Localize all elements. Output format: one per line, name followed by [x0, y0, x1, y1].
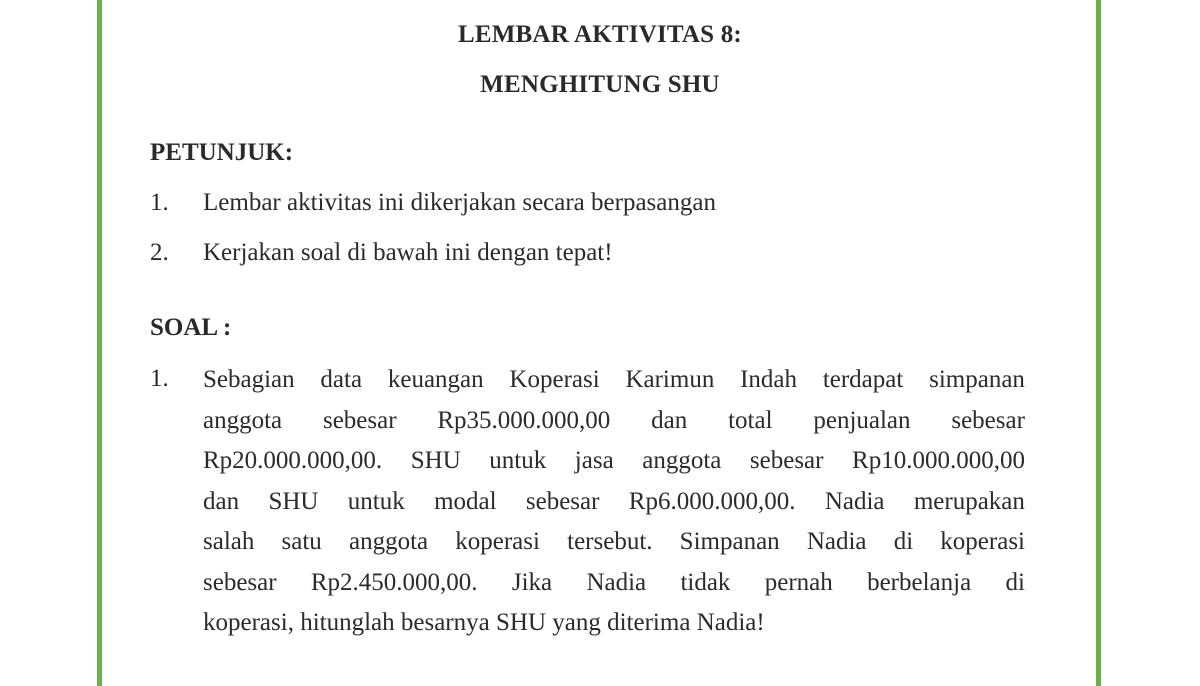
question-word: terdapat: [822, 366, 904, 393]
question-word: pernah: [764, 568, 833, 596]
question-line: [203, 365, 1025, 406]
question-word: total: [728, 406, 773, 434]
page-title: LEMBAR AKTIVITAS 8:: [458, 21, 742, 48]
question-word: sebesar: [525, 487, 600, 515]
question-word: di: [893, 528, 914, 555]
page-subtitle: MENGHITUNG SHU: [480, 71, 720, 98]
question-word: Jika: [511, 568, 553, 596]
question-word: penjualan: [813, 406, 911, 434]
question-word: tidak: [680, 568, 731, 596]
question-word: Nadia: [806, 528, 867, 555]
question-word: Rp2.450.000,00.: [310, 568, 478, 596]
question-word: jasa: [574, 447, 614, 474]
question-line: [203, 406, 1025, 447]
question-word: koperasi: [455, 528, 540, 555]
question-word: anggota: [642, 447, 722, 474]
question-word: untuk: [489, 447, 547, 474]
question-word: Koperasi: [509, 366, 600, 393]
question-word: dan: [203, 487, 240, 515]
question-word: modal: [434, 487, 497, 515]
question-word: SHU: [495, 609, 546, 636]
question-word: tersebut.: [567, 528, 653, 555]
question-word: berbelanja: [867, 568, 972, 596]
question-word: dan: [651, 406, 688, 434]
question-line: [203, 487, 1025, 528]
question-word: Nadia!: [696, 609, 765, 636]
question-word: sebesar: [203, 568, 277, 596]
question-word: di: [1005, 568, 1025, 596]
question-word: simpanan: [929, 366, 1025, 393]
question-line: [203, 608, 1025, 649]
question-word: keuangan: [387, 366, 484, 393]
question-word: sebesar: [749, 447, 824, 474]
question-word: SHU: [410, 447, 461, 474]
question-word: salah: [203, 528, 255, 555]
question-word: anggota: [348, 528, 429, 555]
question-line: [203, 446, 1025, 487]
question-word: diterima: [607, 609, 691, 636]
question-word: Nadia: [586, 568, 647, 596]
question-word: koperasi,: [203, 609, 294, 636]
question-word: Nadia: [824, 487, 885, 515]
question-word: koperasi: [940, 528, 1025, 555]
instruction-text: Kerjakan soal di bawah ini dengan tepat!: [203, 239, 613, 266]
question-word: yang: [552, 609, 601, 636]
question-text: [203, 365, 1025, 649]
question-word: anggota: [203, 406, 283, 434]
question-word: Simpanan: [679, 528, 780, 555]
question-word: sebesar: [951, 406, 1025, 434]
question-word: Rp6.000.000,00.: [628, 487, 796, 515]
question-line: [203, 527, 1025, 568]
question-number: 1.: [150, 365, 169, 392]
question-word: satu: [281, 528, 322, 555]
instruction-text: Lembar aktivitas ini dikerjakan secara berpasangan: [203, 189, 716, 216]
question-word: SHU: [268, 487, 319, 515]
question-word: Karimun: [625, 366, 715, 393]
instructions-heading: PETUNJUK:: [150, 139, 294, 166]
instruction-number: 2.: [150, 239, 169, 266]
question-word: merupakan: [913, 487, 1025, 515]
question-word: besarnya: [400, 609, 490, 636]
questions-heading: SOAL :: [150, 314, 232, 341]
instruction-number: 1.: [150, 189, 169, 216]
question-word: Rp35.000.000,00: [437, 406, 611, 434]
question-word: data: [320, 366, 363, 393]
question-word: hitunglah: [300, 609, 395, 636]
question-word: Sebagian: [203, 366, 295, 393]
question-word: Rp10.000.000,00: [852, 447, 1025, 474]
question-word: Rp20.000.000,00.: [203, 447, 383, 474]
question-word: sebesar: [322, 406, 397, 434]
question-line: [203, 568, 1025, 609]
question-word: Indah: [740, 366, 798, 393]
question-word: untuk: [347, 487, 405, 515]
